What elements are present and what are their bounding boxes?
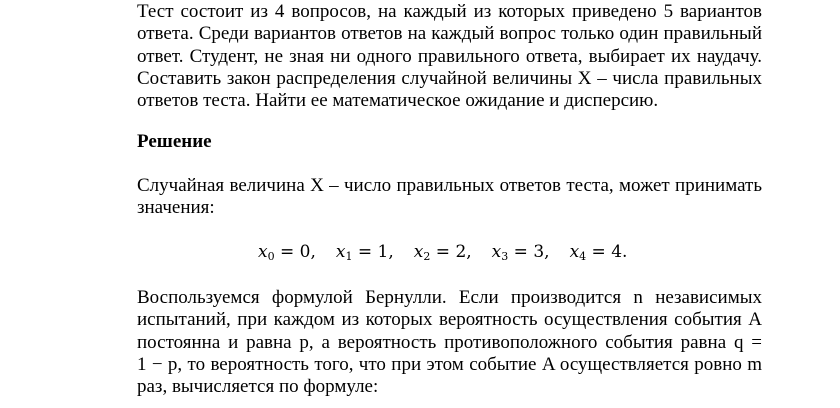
value-separator: . bbox=[622, 242, 628, 262]
value-index: 3 bbox=[501, 250, 509, 263]
problem-line: Тест состоит из 4 вопросов, на каждый из которых приведено 5 вариантов bbox=[137, 1, 762, 22]
solution-heading: Решение bbox=[137, 131, 212, 152]
values-formula bbox=[258, 242, 627, 263]
value-index: 4 bbox=[579, 250, 587, 263]
value-number: 0 bbox=[299, 242, 311, 262]
value-equals: = bbox=[430, 242, 456, 262]
value-item bbox=[570, 242, 628, 262]
bernoulli-line: испытаний, при каждом из которых вероятность осуществления события A bbox=[137, 309, 762, 331]
value-separator: , bbox=[310, 242, 316, 262]
value-variable: x bbox=[335, 242, 346, 262]
solution-intro bbox=[137, 175, 762, 220]
problem-line: Составить закон распределения случайной величины X – числа правильных bbox=[137, 67, 762, 89]
value-equals: = bbox=[352, 242, 378, 262]
value-index: 0 bbox=[267, 250, 275, 263]
value-item bbox=[492, 242, 550, 262]
value-variable: x bbox=[258, 242, 268, 262]
value-index: 1 bbox=[345, 250, 353, 263]
bernoulli-paragraph bbox=[137, 287, 762, 398]
problem-line: ответов теста. Найти ее математическое ожидание и дисперсию. bbox=[137, 90, 659, 112]
intro-line: Случайная величина X – число правильных ответов теста, может принимать bbox=[137, 175, 762, 196]
bernoulli-line: Воспользуемся формулой Бернулли. Если производится n независимых bbox=[137, 287, 762, 308]
value-equals: = bbox=[586, 242, 612, 262]
value-variable: x bbox=[569, 242, 580, 262]
value-item bbox=[414, 242, 472, 262]
intro-line: значения: bbox=[137, 197, 215, 219]
value-equals: = bbox=[508, 242, 534, 262]
value-number: 2 bbox=[455, 242, 467, 262]
bernoulli-line: 1 − p, то вероятность того, что при этом событие A осуществляется ровно m bbox=[137, 353, 762, 375]
value-item bbox=[336, 242, 394, 262]
value-number: 3 bbox=[533, 242, 545, 262]
value-item bbox=[258, 242, 316, 262]
value-number: 1 bbox=[377, 242, 389, 262]
bernoulli-line: раз, вычисляется по формуле: bbox=[137, 376, 379, 398]
value-variable: x bbox=[413, 242, 424, 262]
problem-line: ответа. Среди вариантов ответов на каждый вопрос только один правильный bbox=[137, 23, 762, 45]
value-number: 4 bbox=[611, 242, 623, 262]
value-index: 2 bbox=[423, 250, 431, 263]
bernoulli-line: постоянна и равна p, а вероятность противоположного события равна q = bbox=[137, 331, 762, 353]
problem-line: ответ. Студент, не зная ни одного правильного ответа, выбирает их наудачу. bbox=[137, 45, 762, 67]
value-equals: = bbox=[274, 242, 300, 262]
value-separator: , bbox=[388, 242, 394, 262]
value-variable: x bbox=[491, 242, 502, 262]
problem-statement bbox=[137, 1, 762, 112]
value-separator: , bbox=[466, 242, 472, 262]
value-separator: , bbox=[544, 242, 550, 262]
